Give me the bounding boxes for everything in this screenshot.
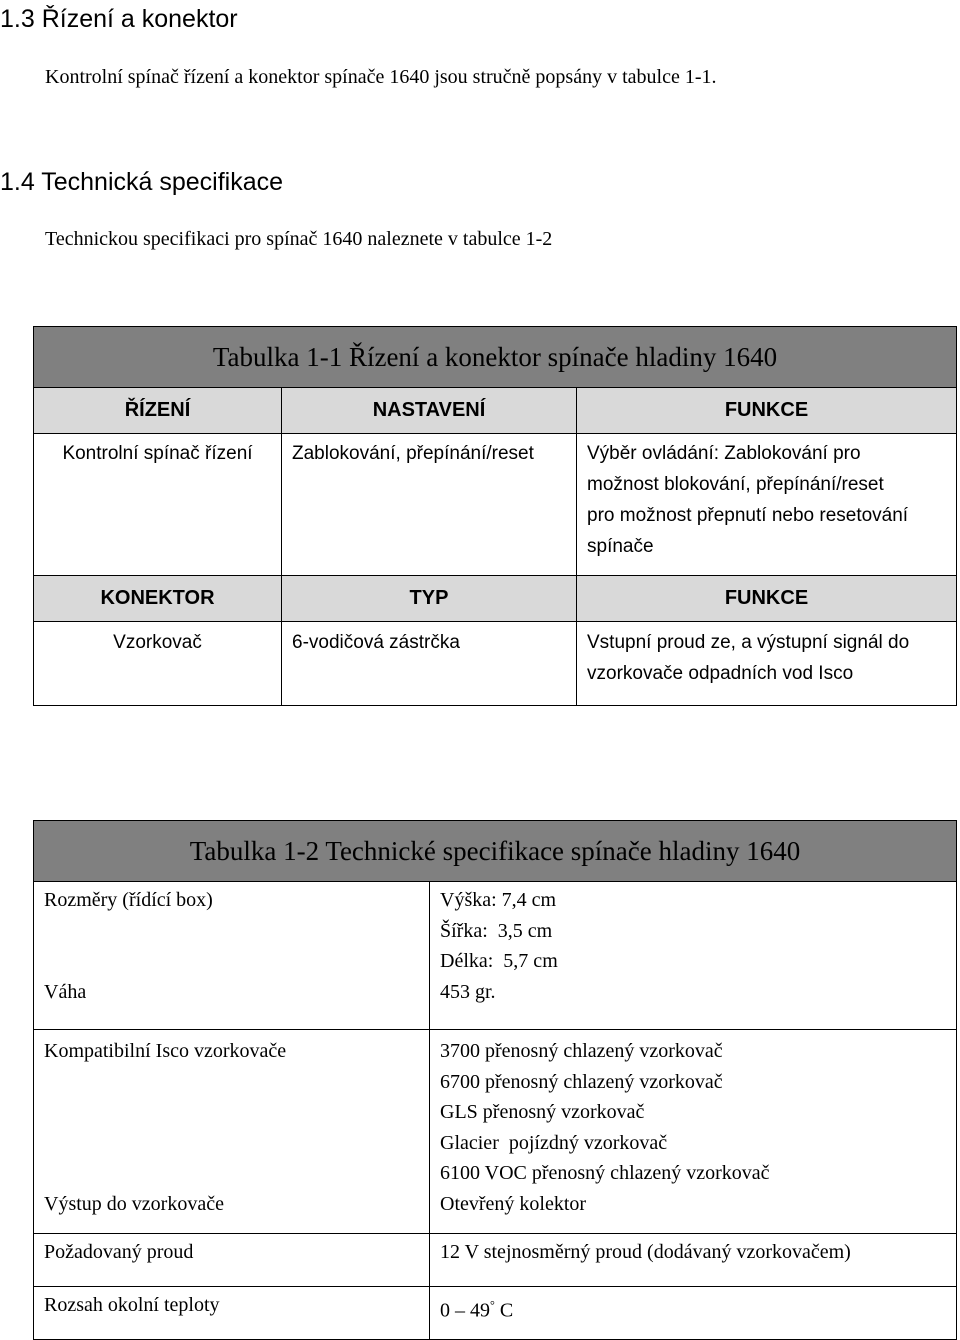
table-cell: Kontrolní spínač řízení [34, 434, 282, 576]
spec-labels-cell [34, 1030, 430, 1234]
spec-value: GLS přenosný vzorkovač [440, 1101, 645, 1123]
header-cell: NASTAVENÍ [282, 388, 577, 434]
spec-labels-cell [34, 882, 430, 1030]
table-cell: Vzorkovač [34, 622, 282, 706]
spec-label: Váha [44, 980, 87, 1003]
spec-value-temperature [430, 1287, 957, 1340]
spec-label: Rozměry (řídící box) [44, 889, 213, 911]
header-cell: TYP [282, 576, 577, 622]
spec-value: Šířka: 3,5 cm [440, 919, 553, 942]
spec-value: 3700 přenosný chlazený vzorkovač [440, 1040, 723, 1062]
spec-value: 12 V stejnosměrný proud (dodávaný vzorkovačem) [430, 1234, 957, 1287]
table-row [34, 882, 957, 1030]
cell-line: pro možnost přepnutí nebo resetování [587, 505, 909, 526]
cell-line: vzorkovače odpadních vod Isco [587, 663, 854, 684]
header-cell: ŘÍZENÍ [34, 388, 282, 434]
spec-value: 453 gr. [440, 980, 496, 1003]
table-1-header-control [34, 388, 957, 434]
table-row [34, 434, 957, 576]
cell-line: spínače [587, 536, 654, 557]
spec-values-cell [430, 1030, 957, 1234]
section-1-3-text: Kontrolní spínač řízení a konektor spínače 1640 jsou stručně popsány v tabulce 1-1. [45, 66, 717, 88]
table-row [34, 1030, 957, 1234]
spec-value: Otevřený kolektor [440, 1192, 587, 1215]
control-connector-table [33, 326, 957, 706]
table-cell: Zablokování, přepínání/reset [282, 434, 577, 576]
spec-value: Výška: 7,4 cm [440, 889, 557, 911]
spec-value: 6100 VOC přenosný chlazený vzorkovač [440, 1162, 770, 1184]
table-row [34, 1234, 957, 1287]
degree-symbol: ° [490, 1298, 495, 1312]
temp-unit: C [494, 1299, 514, 1322]
spec-label: Kompatibilní Isco vzorkovače [44, 1040, 287, 1062]
header-cell: FUNKCE [577, 388, 957, 434]
cell-line: Výběr ovládání: Zablokování pro [587, 443, 861, 464]
spec-label: Rozsah okolní teploty [34, 1287, 430, 1340]
header-cell: KONEKTOR [34, 576, 282, 622]
technical-spec-table [33, 820, 957, 1340]
header-cell: FUNKCE [577, 576, 957, 622]
table-1-title: Tabulka 1-1 Řízení a konektor spínače hladiny 1640 [34, 327, 957, 388]
table-1-header-connector [34, 576, 957, 622]
table-cell: 6-vodičová zástrčka [282, 622, 577, 706]
section-1-4-text: Technickou specifikaci pro spínač 1640 naleznete v tabulce 1-2 [45, 228, 553, 250]
table-row [34, 1287, 957, 1340]
table-cell [577, 622, 957, 706]
cell-line: možnost blokování, přepínání/reset [587, 474, 884, 495]
spec-value: Glacier pojízdný vzorkovač [440, 1131, 668, 1154]
table-2-title: Tabulka 1-2 Technické specifikace spínače hladiny 1640 [34, 821, 957, 882]
table-row [34, 622, 957, 706]
cell-line: Vstupní proud ze, a výstupní signál do [587, 632, 910, 653]
spec-label: Požadovaný proud [34, 1234, 430, 1287]
spec-value: Délka: 5,7 cm [440, 950, 558, 972]
section-1-3-heading: 1.3 Řízení a konektor [0, 5, 238, 33]
temp-range: 0 – 49 [440, 1299, 490, 1322]
spec-value: 6700 přenosný chlazený vzorkovač [440, 1070, 723, 1093]
spec-values-cell [430, 882, 957, 1030]
spec-label: Výstup do vzorkovače [44, 1192, 224, 1215]
section-1-4-heading: 1.4 Technická specifikace [0, 168, 284, 196]
table-cell [577, 434, 957, 576]
